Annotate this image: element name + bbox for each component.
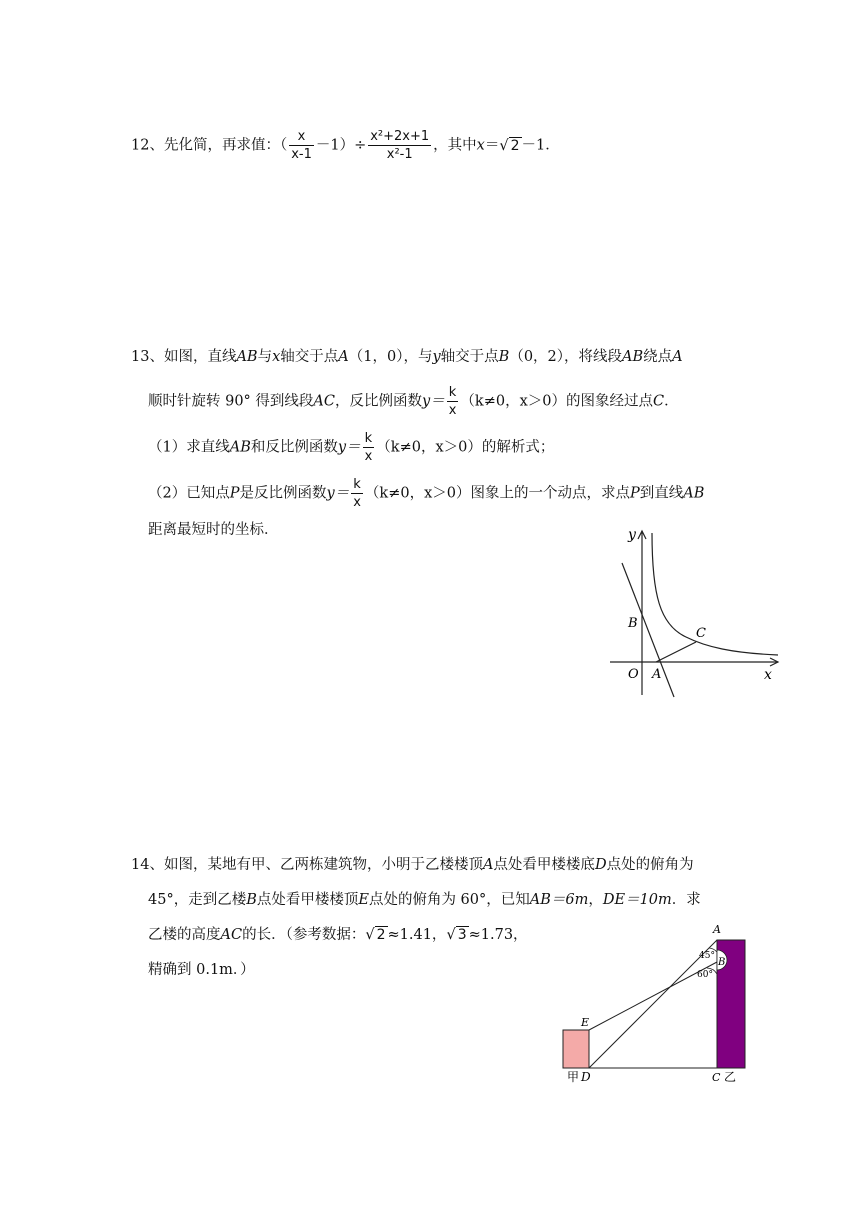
label-x: x xyxy=(764,667,772,683)
q14-figure xyxy=(555,920,795,1090)
label-angle-45: 45° xyxy=(699,951,715,961)
label-angle-60: 60° xyxy=(697,970,713,980)
sqrt-2: √ 2 xyxy=(365,927,386,943)
label-yi: 乙 xyxy=(724,1070,737,1084)
q13-line-1: 13、如图，直线AB与x轴交于点A（1，0），与y轴交于点B（0，2），将线段AB绕点A xyxy=(131,349,683,365)
label-E: E xyxy=(581,1016,590,1029)
label-C: C xyxy=(712,1071,721,1084)
k-over-x-fraction: $\frac{k}{x}$ xyxy=(353,477,361,510)
label-A: A xyxy=(713,923,721,936)
sqrt-2: √ 2 xyxy=(499,137,520,154)
q13-line-2: 顺时针旋转 90° 得到线段AC，反比例函数y＝ $\frac{k}{x}$ （k≠0，x＞0）的图象经过点C． xyxy=(148,385,679,418)
label-B: B xyxy=(628,616,638,631)
q12-fraction-1: $\frac{x}{x-1}$ xyxy=(291,129,312,162)
q13-line-5: 距离最短时的坐标． xyxy=(148,522,279,538)
segment-AC xyxy=(656,642,696,662)
k-over-x-fraction: $\frac{k}{x}$ xyxy=(364,431,373,464)
label-jia: 甲 xyxy=(567,1070,580,1084)
q13-line-4: （2）已知点P是反比例函数y＝ $\frac{k}{x}$ （k≠0，x＞0）图象上的一个动点，求点P到直线AB xyxy=(148,477,705,510)
label-D: D xyxy=(581,1070,591,1084)
building-jia xyxy=(563,1030,589,1068)
q12-fraction-2: $\frac{\text{x²+2x+1}}{\text{x²-1}}$ xyxy=(370,129,430,162)
sqrt-3: √ 3 xyxy=(446,927,467,943)
q13-line-3: （1）求直线AB和反比例函数y＝ $\frac{k}{x}$ （k≠0，x＞0）的解析式； xyxy=(148,431,555,464)
q14-line-3: 乙楼的高度AC的长．（参考数据：√ 2 ≈1.41，√ 3 ≈1.73， xyxy=(148,927,528,943)
label-B: B xyxy=(718,957,726,968)
q13-figure xyxy=(602,525,792,705)
q14-line-4: 精确到 0.1m．） xyxy=(148,962,255,978)
sight-line-A-D xyxy=(589,940,717,1068)
label-O: O xyxy=(628,667,639,682)
k-over-x-fraction: $\frac{k}{x}$ xyxy=(448,385,457,418)
q14-line-2: 45°，走到乙楼B点处看甲楼楼顶E点处的俯角为 60°，已知AB＝6m，DE＝10m．求 xyxy=(148,892,701,908)
label-C: C xyxy=(696,626,706,641)
label-A: A xyxy=(652,667,662,682)
hyperbola-curve xyxy=(652,533,778,655)
q12-line: 12、先化简，再求值：（ $\frac{x}{x-1}$ －1）÷ $\frac{\text{x²+2x+1}}{\text{x²-1}}$ ，其中x＝√ 2 －1． xyxy=(131,129,560,162)
q14-line-1: 14、如图，某地有甲、乙两栋建筑物，小明于乙楼楼顶A点处看甲楼楼底D点处的俯角为 xyxy=(131,857,694,873)
label-y: y xyxy=(628,527,636,543)
